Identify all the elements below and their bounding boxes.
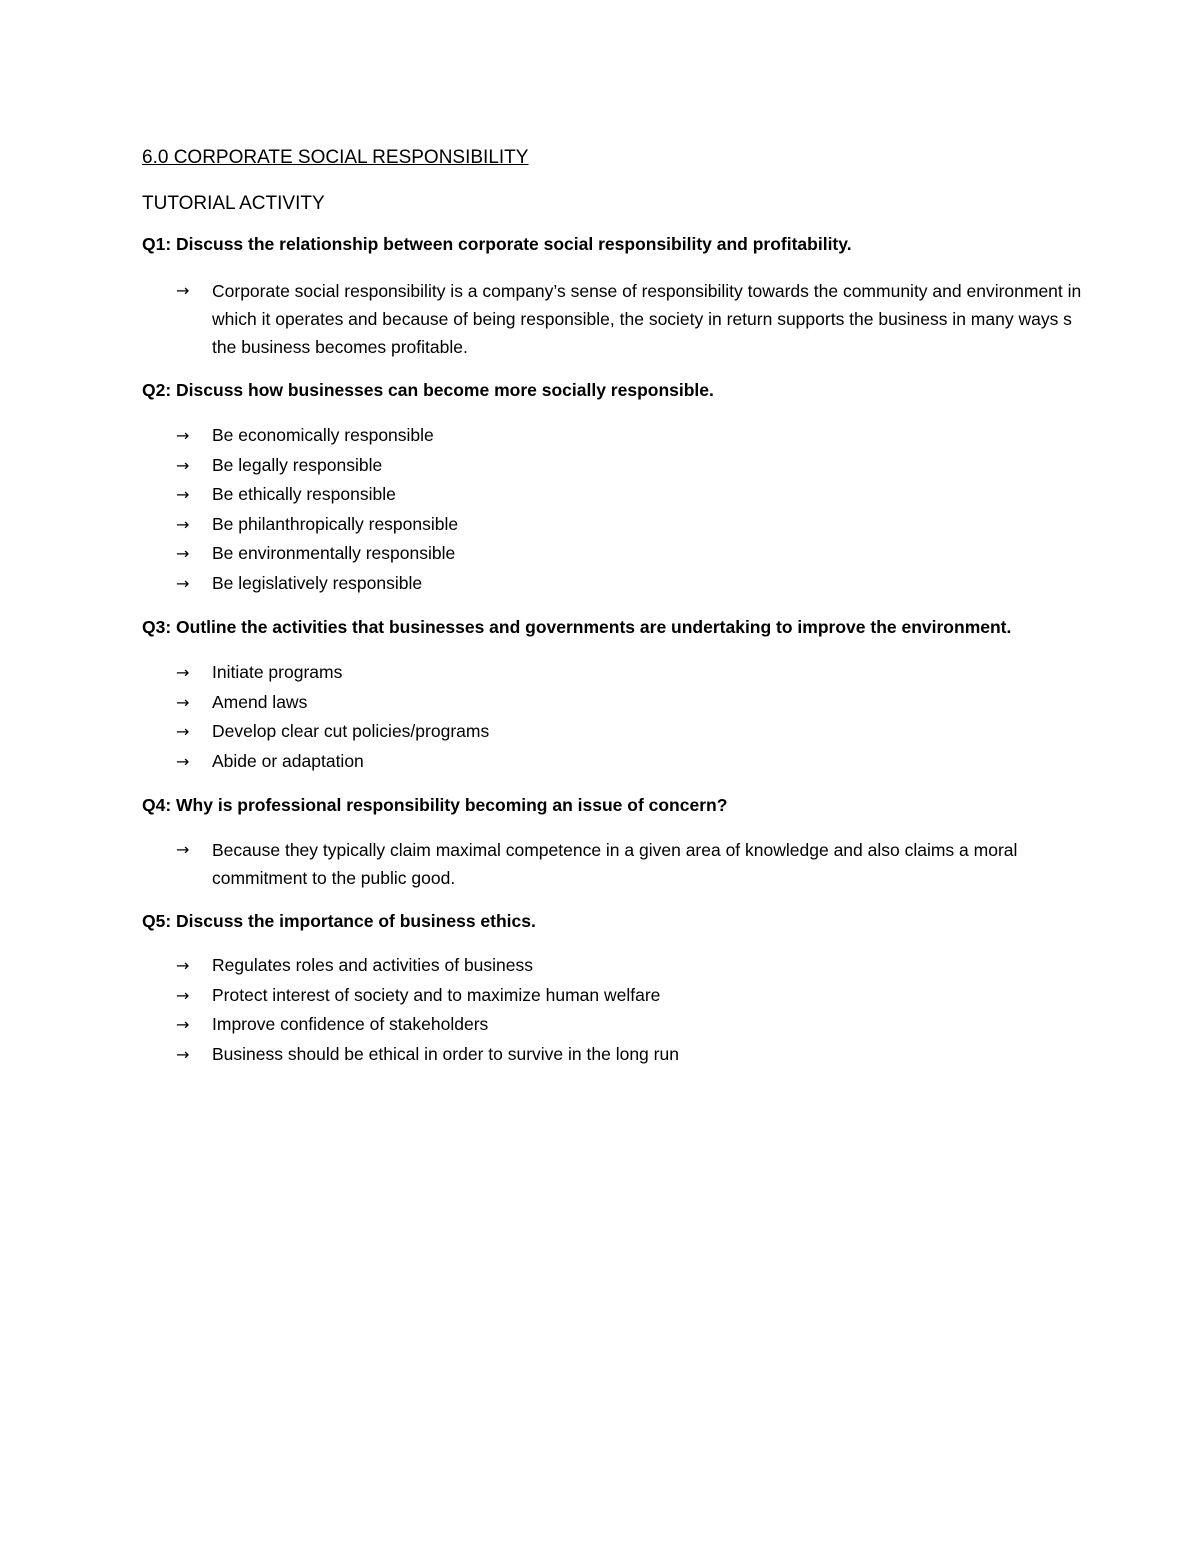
arrow-icon: →	[176, 722, 190, 741]
answer-item	[142, 951, 1082, 981]
answer-text: Business should be ethical in order to survive in the long run	[212, 1043, 679, 1064]
answer-item	[142, 510, 1082, 540]
answer-item	[142, 277, 1082, 361]
question-1: Q1: Discuss the relationship between corporate social responsibility and profitability.	[142, 234, 852, 254]
answer-text: Corporate social responsibility is a company’s sense of responsibility towards the community and environment in which it operates and because of being responsible, the society in return supports the business in many ways s the business becomes profitable.	[212, 281, 1082, 357]
answer-text: Be ethically responsible	[212, 484, 396, 504]
answer-text: Improve confidence of stakeholders	[212, 1014, 489, 1034]
answer-text: Be legally responsible	[212, 454, 383, 475]
answer-item	[142, 658, 1082, 688]
answer-text: Protect interest of society and to maximize human welfare	[212, 984, 661, 1005]
arrow-icon: →	[176, 1044, 190, 1064]
answer-item	[142, 421, 1082, 451]
answer-item	[142, 569, 1082, 599]
answer-item	[142, 451, 1082, 481]
answer-item	[142, 1040, 1082, 1070]
document-page	[142, 143, 1082, 1069]
answer-text: Regulates roles and activities of business	[212, 955, 534, 975]
answer-text: Develop clear cut policies/programs	[212, 721, 490, 741]
answer-text: Amend laws	[212, 691, 308, 712]
arrow-icon: →	[176, 751, 190, 771]
arrow-icon: →	[176, 663, 190, 682]
arrow-icon: →	[176, 485, 190, 504]
answer-text: Be legislatively responsible	[212, 572, 423, 593]
document-title: 6.0 CORPORATE SOCIAL RESPONSIBILITY	[142, 147, 529, 168]
answer-text: Abide or adaptation	[212, 750, 364, 771]
arrow-icon: →	[176, 1015, 190, 1034]
arrow-icon: →	[176, 573, 190, 593]
answer-text: Be environmentally responsible	[212, 543, 456, 563]
answer-text: Be economically responsible	[212, 425, 434, 445]
question-5: Q5: Discuss the importance of business ethics.	[142, 911, 536, 931]
arrow-icon: →	[176, 956, 190, 975]
arrow-icon: →	[176, 514, 190, 534]
answer-item	[142, 688, 1082, 718]
arrow-icon: →	[176, 426, 190, 445]
arrow-icon: →	[176, 985, 190, 1005]
arrow-icon: →	[176, 692, 190, 712]
answer-item	[142, 747, 1082, 777]
document-subtitle: TUTORIAL ACTIVITY	[142, 193, 325, 214]
answer-text: Be philanthropically responsible	[212, 513, 459, 534]
arrow-icon: →	[176, 544, 190, 563]
question-2: Q2: Discuss how businesses can become more socially responsible.	[142, 380, 714, 400]
answer-text: Initiate programs	[212, 662, 343, 682]
answer-list-5	[142, 951, 1082, 1069]
question-4: Q4: Why is professional responsibility becoming an issue of concern?	[142, 795, 728, 815]
answer-text: Because they typically claim maximal competence in a given area of knowledge and also claims a moral commitment to the public good.	[212, 840, 1018, 888]
answer-item	[142, 717, 1082, 747]
answer-item	[142, 981, 1082, 1011]
answer-item	[142, 539, 1082, 569]
arrow-icon: →	[176, 455, 190, 475]
arrow-icon: →	[176, 281, 190, 300]
answer-list-1	[142, 277, 1082, 361]
answer-list-2	[142, 421, 1082, 598]
arrow-icon: →	[176, 840, 190, 859]
answer-item	[142, 836, 1082, 892]
answer-list-3	[142, 658, 1082, 776]
answer-list-4	[142, 836, 1082, 892]
question-3: Q3: Outline the activities that businesses and governments are undertaking to improve the environment.	[142, 617, 1012, 637]
answer-item	[142, 1010, 1082, 1040]
answer-item	[142, 480, 1082, 510]
